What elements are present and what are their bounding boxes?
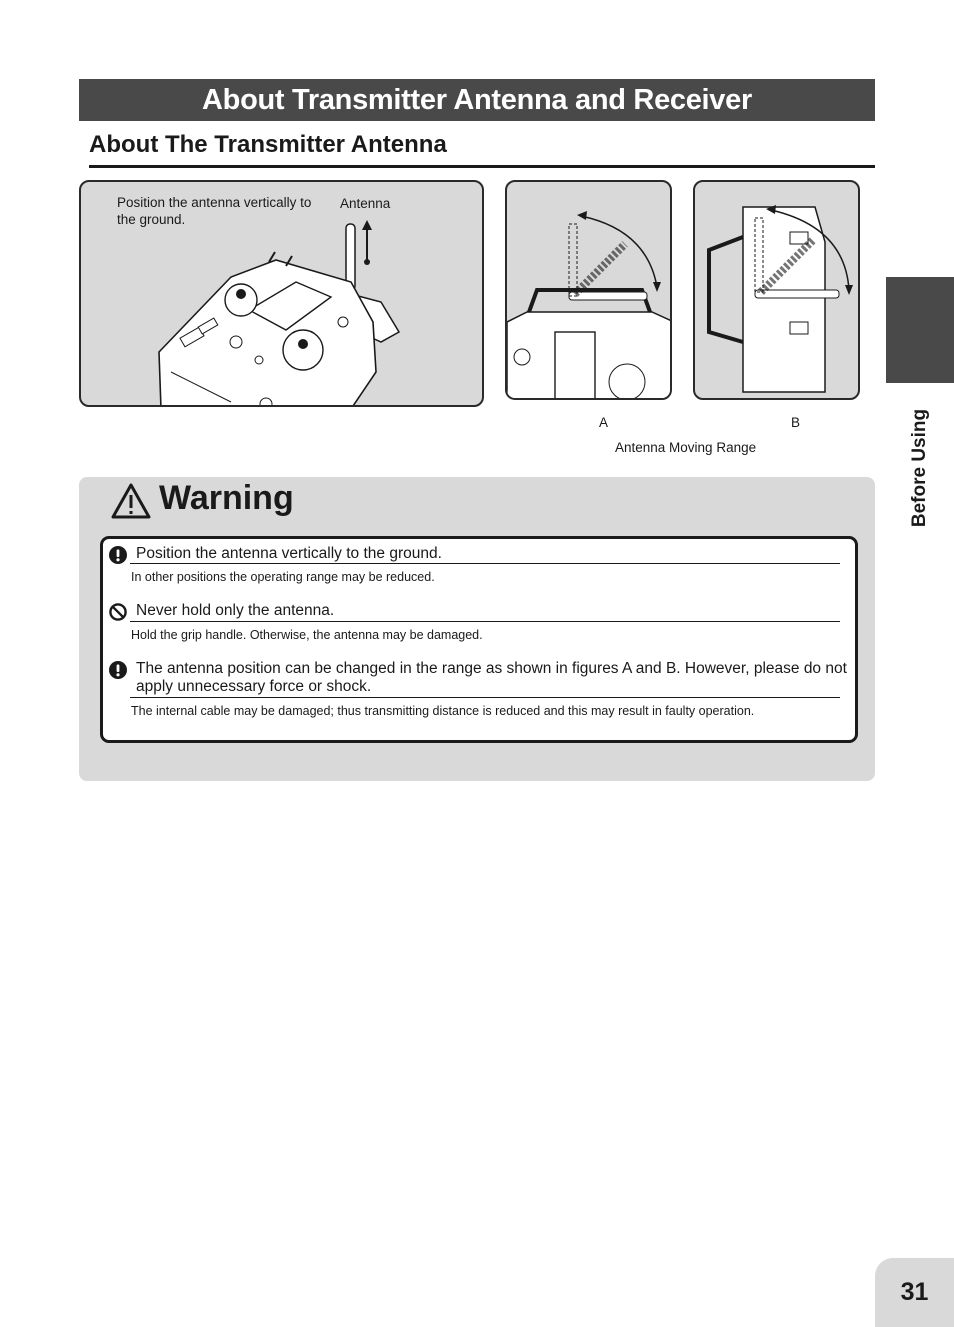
- figures-caption: Antenna Moving Range: [615, 440, 757, 455]
- antenna-label: Antenna: [340, 196, 391, 211]
- figure-b-label: B: [791, 415, 801, 430]
- figure-a-label: A: [599, 415, 609, 430]
- figure-a: [505, 180, 672, 400]
- side-view-illustration: [695, 182, 860, 400]
- subsection-heading: About The Transmitter Antenna: [89, 131, 447, 158]
- page-number: 31: [875, 1258, 954, 1327]
- item-rule: [130, 697, 840, 698]
- warning-title: Warning: [159, 479, 294, 517]
- exclamation-icon: [109, 661, 127, 679]
- item-rule: [130, 621, 840, 622]
- front-view-illustration: [507, 182, 672, 400]
- warning-text: Never hold only the antenna.: [136, 602, 335, 619]
- warning-note: Hold the grip handle. Otherwise, the antenna may be damaged.: [131, 628, 483, 642]
- warning-note: The internal cable may be damaged; thus transmitting distance is reduced and this may result in faulty operation.: [131, 704, 755, 718]
- warning-list: [100, 536, 858, 743]
- warning-triangle-icon: [111, 483, 151, 519]
- prohibited-icon: [109, 603, 127, 621]
- transmitter-illustration: [81, 182, 484, 407]
- figure-caption: Position the antenna vertically to the ground.: [117, 195, 312, 227]
- figure-b: [693, 180, 860, 400]
- chapter-tab: [886, 277, 954, 383]
- exclamation-icon: [109, 546, 127, 564]
- warning-text: Position the antenna vertically to the ground.: [136, 545, 442, 562]
- warning-text: The antenna position can be changed in the range as shown in figures A and B. However, please do not apply unnecessary force or shock.: [136, 660, 847, 695]
- warning-box: [79, 477, 875, 781]
- warning-note: In other positions the operating range may be reduced.: [131, 570, 435, 584]
- heading-rule: [89, 165, 875, 168]
- item-rule: [130, 563, 840, 564]
- chapter-label: Before Using: [909, 408, 930, 528]
- section-title: About Transmitter Antenna and Receiver: [79, 79, 875, 121]
- transmitter-figure: [79, 180, 484, 407]
